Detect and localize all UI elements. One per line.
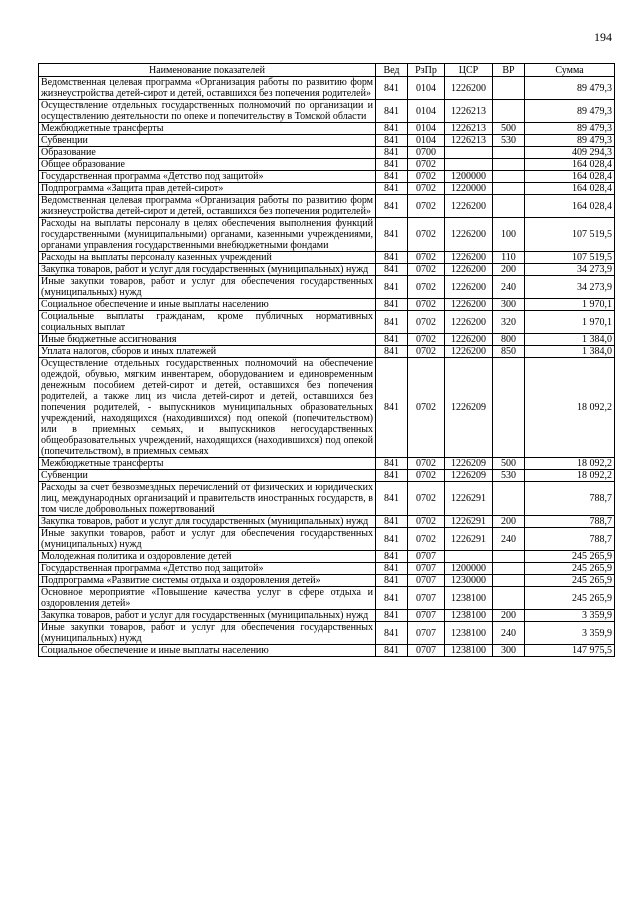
row-sum: 147 975,5 [525,645,615,657]
row-sum: 89 479,3 [525,77,615,100]
row-ved: 841 [376,587,408,610]
row-rzpr: 0702 [408,183,445,195]
row-csr: 1226200 [445,218,493,252]
row-csr: 1238100 [445,587,493,610]
row-csr: 1226200 [445,195,493,218]
row-rzpr: 0104 [408,135,445,147]
row-ved: 841 [376,610,408,622]
row-sum: 18 092,2 [525,470,615,482]
row-rzpr: 0702 [408,159,445,171]
row-name: Закупка товаров, работ и услуг для государственных (муниципальных) нужд [39,516,376,528]
table-row [39,458,615,470]
row-csr: 1226213 [445,100,493,123]
row-rzpr: 0104 [408,123,445,135]
table-row [39,147,615,159]
row-sum: 409 294,3 [525,147,615,159]
row-name: Расходы на выплаты персоналу в целях обеспечения выполнения функций государственными (муниципальными) органами, казенными учреждениями, органами управления государственными внебюджетными фондами [39,218,376,252]
row-vr: 110 [493,252,525,264]
row-name: Осуществление отдельных государственных полномочий по организации и осуществлению деятельности по опеке и попечительству в Томской области [39,100,376,123]
row-name: Государственная программа «Детство под защитой» [39,563,376,575]
row-rzpr: 0702 [408,252,445,264]
row-csr: 1226291 [445,528,493,551]
row-rzpr: 0702 [408,346,445,358]
row-vr [493,77,525,100]
row-ved: 841 [376,482,408,516]
row-csr: 1226200 [445,299,493,311]
row-csr: 1226209 [445,358,493,458]
row-csr: 1200000 [445,171,493,183]
row-sum: 1 384,0 [525,334,615,346]
row-vr: 530 [493,470,525,482]
row-ved: 841 [376,159,408,171]
row-csr [445,147,493,159]
row-ved: 841 [376,563,408,575]
row-sum: 1 970,1 [525,299,615,311]
row-ved: 841 [376,123,408,135]
row-sum: 1 970,1 [525,311,615,334]
row-sum: 3 359,9 [525,622,615,645]
budget-table [38,63,615,657]
row-sum: 164 028,4 [525,195,615,218]
row-sum: 89 479,3 [525,123,615,135]
row-rzpr: 0702 [408,334,445,346]
table-row [39,123,615,135]
row-csr: 1226291 [445,516,493,528]
row-sum: 18 092,2 [525,458,615,470]
table-row [39,528,615,551]
row-name: Межбюджетные трансферты [39,458,376,470]
table-row [39,77,615,100]
header-vr: ВР [493,64,525,77]
row-name: Социальные выплаты гражданам, кроме публичных нормативных социальных выплат [39,311,376,334]
row-ved: 841 [376,358,408,458]
row-sum: 788,7 [525,516,615,528]
row-vr: 300 [493,299,525,311]
row-rzpr: 0702 [408,171,445,183]
row-name: Субвенции [39,470,376,482]
row-sum: 164 028,4 [525,183,615,195]
row-vr [493,100,525,123]
row-name: Иные закупки товаров, работ и услуг для обеспечения государственных (муниципальных) нужд [39,622,376,645]
row-ved: 841 [376,100,408,123]
row-csr: 1226200 [445,276,493,299]
row-csr [445,551,493,563]
row-name: Расходы на выплаты персоналу казенных учреждений [39,252,376,264]
row-vr: 530 [493,135,525,147]
row-sum: 788,7 [525,482,615,516]
row-vr: 240 [493,622,525,645]
page-number: 194 [594,30,612,44]
row-rzpr: 0702 [408,358,445,458]
row-rzpr: 0707 [408,587,445,610]
row-rzpr: 0707 [408,551,445,563]
row-sum: 34 273,9 [525,276,615,299]
table-row [39,482,615,516]
header-name: Наименование показателей [39,64,376,77]
row-name: Уплата налогов, сборов и иных платежей [39,346,376,358]
row-rzpr: 0702 [408,470,445,482]
row-name: Закупка товаров, работ и услуг для государственных (муниципальных) нужд [39,610,376,622]
table-row [39,171,615,183]
row-name: Социальное обеспечение и иные выплаты населению [39,645,376,657]
table-row [39,299,615,311]
row-vr: 100 [493,218,525,252]
row-ved: 841 [376,334,408,346]
row-vr: 800 [493,334,525,346]
row-sum: 245 265,9 [525,551,615,563]
row-vr: 240 [493,276,525,299]
row-csr: 1226213 [445,135,493,147]
row-ved: 841 [376,218,408,252]
row-sum: 245 265,9 [525,563,615,575]
row-name: Основное мероприятие «Повышение качества услуг в сфере отдыха и оздоровления детей» [39,587,376,610]
row-name: Подпрограмма «Развитие системы отдыха и оздоровления детей» [39,575,376,587]
row-vr: 240 [493,528,525,551]
row-vr [493,159,525,171]
table-row [39,575,615,587]
row-rzpr: 0702 [408,516,445,528]
row-name: Ведомственная целевая программа «Организация работы по развитию форм жизнеустройства детей-сирот и детей, оставшихся без попечения родителей» [39,77,376,100]
row-ved: 841 [376,470,408,482]
row-rzpr: 0702 [408,276,445,299]
row-vr: 200 [493,516,525,528]
table-row [39,276,615,299]
row-vr: 200 [493,610,525,622]
row-ved: 841 [376,195,408,218]
row-ved: 841 [376,252,408,264]
row-rzpr: 0707 [408,622,445,645]
row-ved: 841 [376,622,408,645]
row-rzpr: 0104 [408,100,445,123]
row-csr: 1226200 [445,346,493,358]
row-vr [493,575,525,587]
row-ved: 841 [376,276,408,299]
row-sum: 3 359,9 [525,610,615,622]
row-ved: 841 [376,516,408,528]
row-csr: 1226200 [445,311,493,334]
row-rzpr: 0707 [408,575,445,587]
table-row [39,470,615,482]
row-ved: 841 [376,147,408,159]
row-rzpr: 0702 [408,264,445,276]
table-row [39,183,615,195]
row-csr: 1226200 [445,252,493,264]
row-name: Межбюджетные трансферты [39,123,376,135]
row-name: Молодежная политика и оздоровление детей [39,551,376,563]
row-rzpr: 0702 [408,299,445,311]
table-row [39,516,615,528]
row-vr: 500 [493,123,525,135]
row-sum: 107 519,5 [525,218,615,252]
row-csr: 1238100 [445,610,493,622]
row-sum: 164 028,4 [525,171,615,183]
table-row [39,358,615,458]
row-csr: 1226200 [445,334,493,346]
row-ved: 841 [376,528,408,551]
row-vr [493,147,525,159]
row-vr: 300 [493,645,525,657]
table-row [39,252,615,264]
row-ved: 841 [376,77,408,100]
row-vr [493,183,525,195]
row-csr: 1238100 [445,622,493,645]
row-sum: 245 265,9 [525,575,615,587]
row-name: Общее образование [39,159,376,171]
row-vr [493,195,525,218]
row-csr [445,159,493,171]
row-csr: 1230000 [445,575,493,587]
row-name: Закупка товаров, работ и услуг для государственных (муниципальных) нужд [39,264,376,276]
row-sum: 34 273,9 [525,264,615,276]
row-name: Образование [39,147,376,159]
row-name: Иные бюджетные ассигнования [39,334,376,346]
row-ved: 841 [376,264,408,276]
table-row [39,610,615,622]
table-row [39,334,615,346]
row-rzpr: 0702 [408,218,445,252]
row-csr: 1226291 [445,482,493,516]
row-csr: 1226209 [445,470,493,482]
header-rzpr: РзПр [408,64,445,77]
table-row [39,264,615,276]
row-name: Ведомственная целевая программа «Организация работы по развитию форм жизнеустройства детей-сирот и детей, оставшихся без попечения родителей» [39,195,376,218]
row-rzpr: 0702 [408,311,445,334]
row-rzpr: 0702 [408,195,445,218]
table-header-row [39,64,615,77]
row-rzpr: 0700 [408,147,445,159]
row-csr: 1200000 [445,563,493,575]
table-row [39,195,615,218]
row-sum: 107 519,5 [525,252,615,264]
row-csr: 1226213 [445,123,493,135]
row-rzpr: 0702 [408,528,445,551]
row-ved: 841 [376,346,408,358]
row-ved: 841 [376,458,408,470]
row-name: Осуществление отдельных государственных полномочий на обеспечение одеждой, обувью, мягким инвентарем, оборудованием и единовременным денежным пособием детей-сирот и детей, оставшихся без попечения родителей, а также лиц из числа детей-сирот и детей, оставшихся без попечения родителей, - выпускников муниципальных образовательных учреждений, находящихся (находившихся) под опекой (попечительством) или в приемных семьях, и выпускников негосударственных общеобразовательных учреждений, находящихся (находившихся) под опекой (попечительством), в приемных семьях [39,358,376,458]
table-row [39,622,615,645]
table-row [39,563,615,575]
row-name: Иные закупки товаров, работ и услуг для обеспечения государственных (муниципальных) нужд [39,528,376,551]
row-ved: 841 [376,645,408,657]
table-row [39,346,615,358]
row-name: Государственная программа «Детство под защитой» [39,171,376,183]
row-vr [493,171,525,183]
table-row [39,551,615,563]
table-row [39,159,615,171]
header-csr: ЦСР [445,64,493,77]
row-name: Субвенции [39,135,376,147]
row-rzpr: 0707 [408,610,445,622]
row-vr: 850 [493,346,525,358]
table-row [39,587,615,610]
row-vr: 200 [493,264,525,276]
table-row [39,218,615,252]
table-row [39,135,615,147]
row-csr: 1226209 [445,458,493,470]
row-csr: 1226200 [445,77,493,100]
table-body [39,77,615,657]
row-sum: 164 028,4 [525,159,615,171]
row-sum: 89 479,3 [525,135,615,147]
row-rzpr: 0702 [408,458,445,470]
row-vr [493,551,525,563]
table-row [39,100,615,123]
row-rzpr: 0707 [408,645,445,657]
row-sum: 245 265,9 [525,587,615,610]
row-ved: 841 [376,575,408,587]
row-sum: 788,7 [525,528,615,551]
row-ved: 841 [376,183,408,195]
row-csr: 1220000 [445,183,493,195]
row-rzpr: 0702 [408,482,445,516]
header-ved: Вед [376,64,408,77]
row-ved: 841 [376,299,408,311]
row-ved: 841 [376,311,408,334]
row-vr [493,587,525,610]
row-sum: 89 479,3 [525,100,615,123]
row-vr [493,482,525,516]
row-vr: 500 [493,458,525,470]
row-name: Социальное обеспечение и иные выплаты населению [39,299,376,311]
row-rzpr: 0104 [408,77,445,100]
row-name: Иные закупки товаров, работ и услуг для обеспечения государственных (муниципальных) нужд [39,276,376,299]
row-ved: 841 [376,551,408,563]
row-rzpr: 0707 [408,563,445,575]
row-ved: 841 [376,135,408,147]
row-name: Подпрограмма «Защита прав детей-сирот» [39,183,376,195]
row-name: Расходы за счет безвозмездных перечислений от физических и юридических лиц, международных организаций и правительств иностранных государств, в том числе добровольных пожертвований [39,482,376,516]
row-csr: 1226200 [445,264,493,276]
row-ved: 841 [376,171,408,183]
header-sum: Сумма [525,64,615,77]
row-vr [493,563,525,575]
table-row [39,645,615,657]
row-vr [493,358,525,458]
table-row [39,311,615,334]
row-sum: 18 092,2 [525,358,615,458]
row-vr: 320 [493,311,525,334]
row-sum: 1 384,0 [525,346,615,358]
row-csr: 1238100 [445,645,493,657]
